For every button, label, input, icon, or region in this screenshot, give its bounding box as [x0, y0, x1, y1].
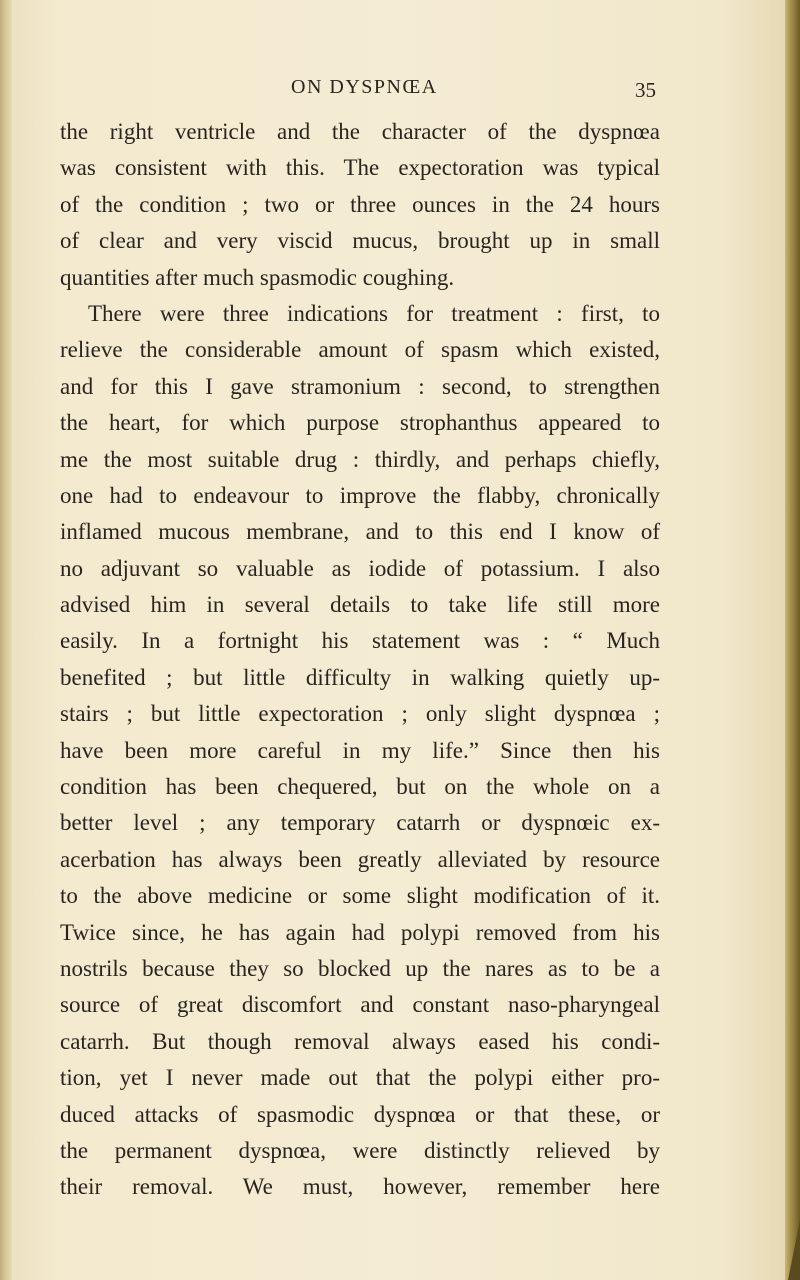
- text-line: nostrils because they so blocked up the nares as to be a: [60, 955, 660, 981]
- text-line: There were three indications for treatment : first, to: [88, 300, 660, 326]
- page-left-edge: [0, 0, 12, 1280]
- text-line: have been more careful in my life.” Since then his: [60, 737, 660, 763]
- text-line: Twice since, he has again had polypi removed from his: [60, 919, 660, 945]
- text-line: of clear and very viscid mucus, brought up in small: [60, 228, 660, 254]
- text-line: duced attacks of spasmodic dyspnœa or that these, or: [60, 1101, 660, 1127]
- page-right-edge: [785, 0, 800, 1280]
- text-line: the heart, for which purpose strophanthus appeared to: [60, 410, 660, 436]
- running-title: ON DYSPNŒA: [291, 76, 438, 98]
- text-line: their removal. We must, however, remember here: [60, 1174, 660, 1200]
- text-line: catarrh. But though removal always eased his condi-: [60, 1028, 660, 1054]
- text-line: advised him in several details to take life still more: [60, 592, 660, 618]
- text-line: stairs ; but little expectoration ; only slight dyspnœa ;: [60, 701, 660, 727]
- text-line: inflamed mucous membrane, and to this end I know of: [60, 519, 660, 545]
- text-line: me the most suitable drug : thirdly, and perhaps chiefly,: [60, 446, 660, 472]
- text-line: tion, yet I never made out that the polypi either pro-: [60, 1065, 660, 1091]
- text-line: benefited ; but little difficulty in walking quietly up-: [60, 664, 660, 690]
- text-line: relieve the considerable amount of spasm which existed,: [60, 337, 660, 363]
- page-number: 35: [635, 78, 656, 102]
- text-line: acerbation has always been greatly alleviated by resource: [60, 846, 660, 872]
- text-line: better level ; any temporary catarrh or dyspnœic ex-: [60, 810, 660, 836]
- text-line: the right ventricle and the character of the dyspnœa: [60, 119, 660, 144]
- text-line: to the above medicine or some slight modification of it.: [60, 883, 660, 909]
- running-head: [0, 72, 800, 102]
- body-text: [60, 114, 660, 1206]
- text-line: source of great discomfort and constant naso-pharyngeal: [60, 992, 660, 1018]
- text-line: and for this I gave stramonium : second, to strengthen: [60, 373, 660, 399]
- page-corner-shadow: [788, 1220, 800, 1280]
- text-line: of the condition ; two or three ounces in the 24 hours: [60, 191, 660, 217]
- text-line: was consistent with this. The expectoration was typical: [60, 155, 660, 181]
- text-line: easily. In a fortnight his statement was : “ Much: [60, 628, 660, 654]
- text-line: the permanent dyspnœa, were distinctly relieved by: [60, 1137, 660, 1163]
- text-line: quantities after much spasmodic coughing.: [60, 264, 455, 290]
- text-line: condition has been chequered, but on the whole on a: [60, 774, 660, 800]
- text-line: no adjuvant so valuable as iodide of potassium. I also: [60, 555, 660, 581]
- text-line: one had to endeavour to improve the flabby, chronically: [60, 482, 660, 508]
